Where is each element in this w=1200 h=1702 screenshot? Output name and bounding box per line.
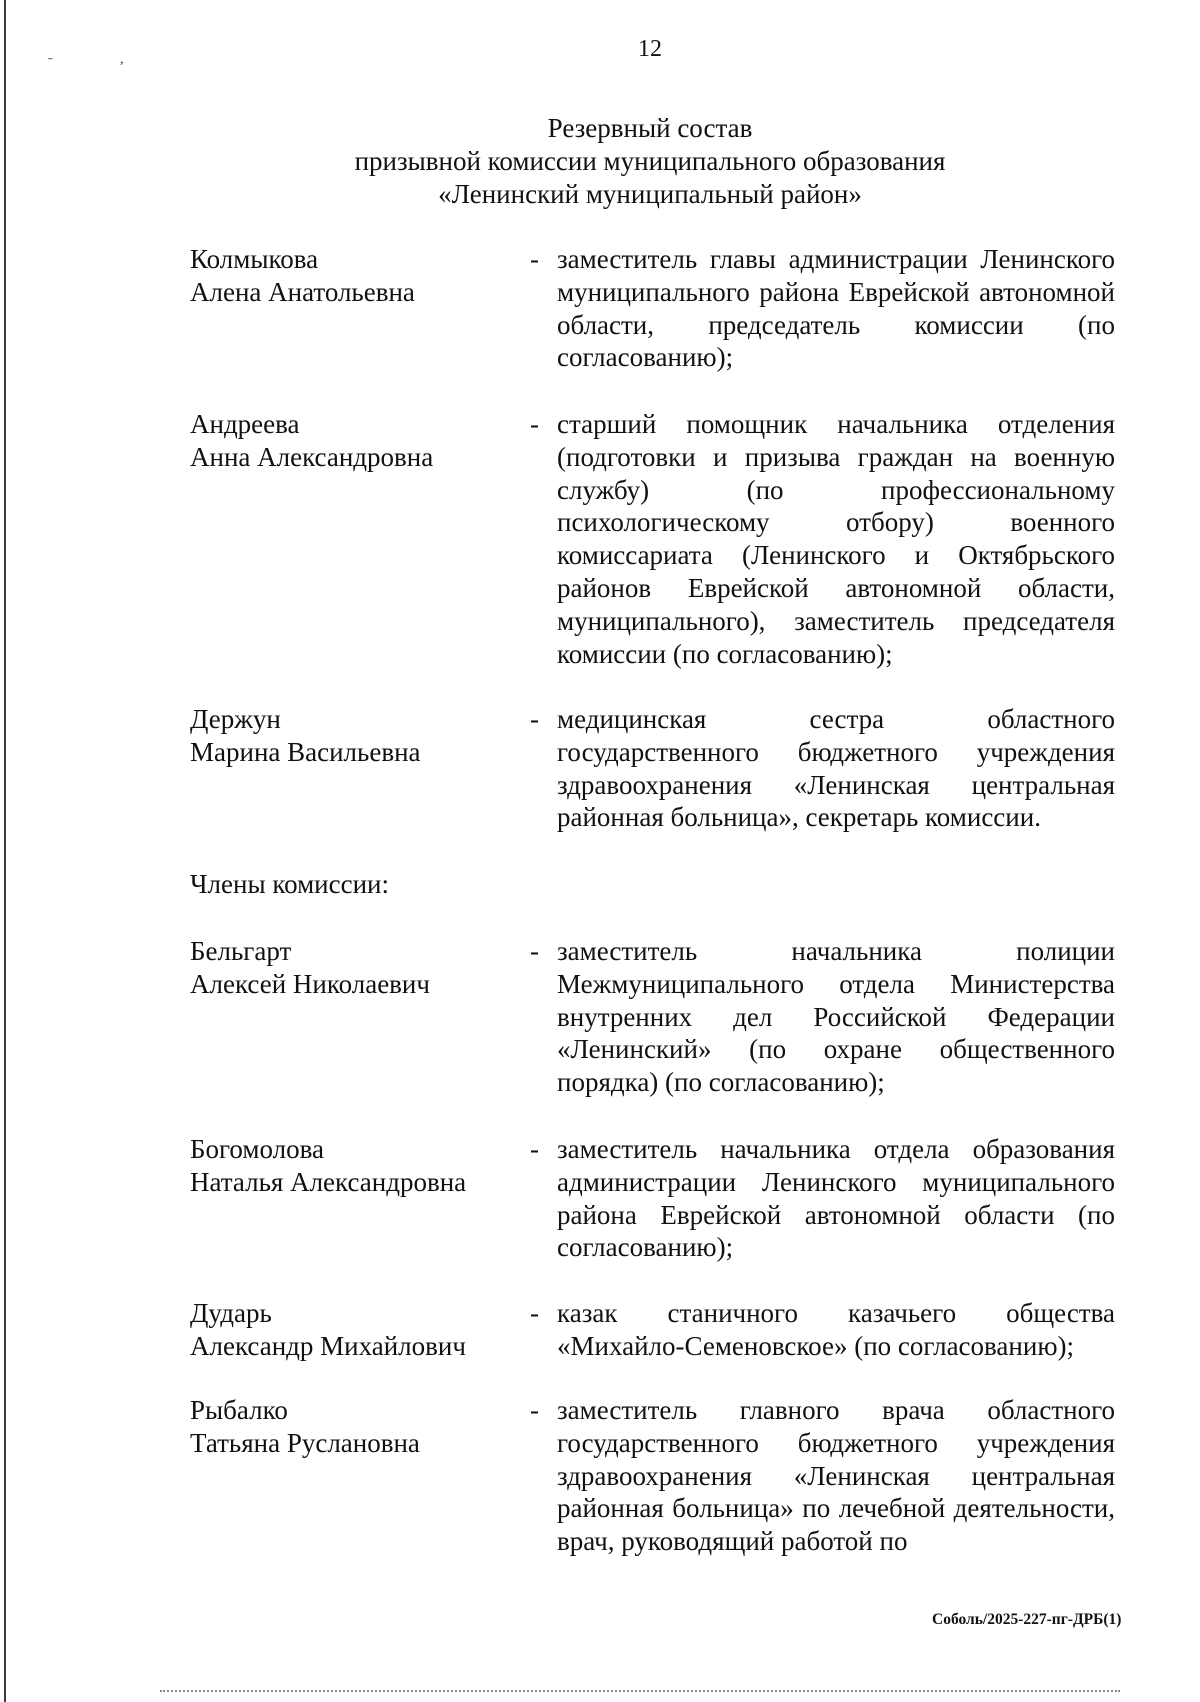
entry-dash: -	[530, 409, 539, 439]
person-surname: Колмыкова	[190, 244, 319, 274]
person-role: медицинская сестра областного государственного бюджетного учреждения здравоохранения «Ленинская центральная районная больница», секретарь комиссии.	[557, 704, 1115, 833]
person-surname: Дударь	[190, 1298, 272, 1328]
document-title	[0, 112, 1200, 211]
person-name	[190, 703, 520, 769]
members-heading: Члены комиссии:	[190, 869, 389, 899]
entry-dash: -	[530, 936, 539, 966]
person-surname: Держун	[190, 704, 281, 734]
scan-speck: ,	[120, 52, 124, 67]
person-role: старший помощник начальника отделения (подготовки и призыва граждан на военную службу) (по профессиональному психологическому отбору) военного комиссариата (Ленинского и Октябрьского районов Еврейской автономной области, муниципального), заместитель председателя комиссии (по согласованию);	[557, 409, 1115, 669]
person-role: заместитель начальника отдела образования администрации Ленинского муниципального района Еврейской автономной области (по согласованию);	[557, 1134, 1115, 1263]
person-given-name: Татьяна Руслановна	[190, 1427, 420, 1458]
person-surname: Рыбалко	[190, 1395, 288, 1425]
person-surname: Андреева	[190, 409, 300, 439]
person-name	[190, 1394, 520, 1460]
person-given-name: Наталья Александровна	[190, 1166, 467, 1197]
title-line: призывной комиссии муниципального образования	[354, 146, 946, 176]
person-role: заместитель главного врача областного государственного бюджетного учреждения здравоохранения «Ленинская центральная районная больница» по лечебной деятельности, врач, руководящий работой по	[557, 1395, 1115, 1557]
scan-bottom-edge	[160, 1690, 1120, 1692]
person-given-name: Алексей Николаевич	[190, 968, 430, 999]
title-line: «Ленинский муниципальный район»	[438, 179, 862, 209]
person-given-name: Алена Анатольевна	[190, 276, 415, 307]
person-name	[190, 1297, 520, 1363]
entry-dash: -	[530, 1298, 539, 1328]
entry-dash: -	[530, 1134, 539, 1164]
entry-dash: -	[530, 704, 539, 734]
scan-speck: ˉ	[48, 56, 53, 71]
title-line: Резервный состав	[547, 113, 753, 143]
person-given-name: Марина Васильевна	[190, 736, 421, 767]
person-name	[190, 243, 520, 309]
person-role: заместитель начальника полиции Межмуниципального отдела Министерства внутренних дел Российской Федерации «Ленинский» (по охране общественного порядка) (по согласованию);	[557, 936, 1115, 1098]
entry-dash: -	[530, 1395, 539, 1425]
person-surname: Богомолова	[190, 1134, 324, 1164]
person-surname: Бельгарт	[190, 936, 292, 966]
person-given-name: Александр Михайлович	[190, 1330, 466, 1361]
document-code: Соболь/2025-227-пг-ДРБ(1)	[932, 1611, 1122, 1628]
person-role: заместитель главы администрации Ленинского муниципального района Еврейской автономной области, председатель комиссии (по согласованию);	[557, 244, 1115, 373]
entry-dash: -	[530, 244, 539, 274]
person-role: казак станичного казачьего общества «Михайло-Семеновское» (по согласованию);	[557, 1298, 1115, 1361]
person-name	[190, 935, 520, 1001]
person-name	[190, 1133, 520, 1199]
page-number: 12	[638, 36, 662, 62]
scan-left-border	[4, 0, 6, 1702]
person-name	[190, 408, 520, 474]
person-given-name: Анна Александровна	[190, 441, 434, 472]
